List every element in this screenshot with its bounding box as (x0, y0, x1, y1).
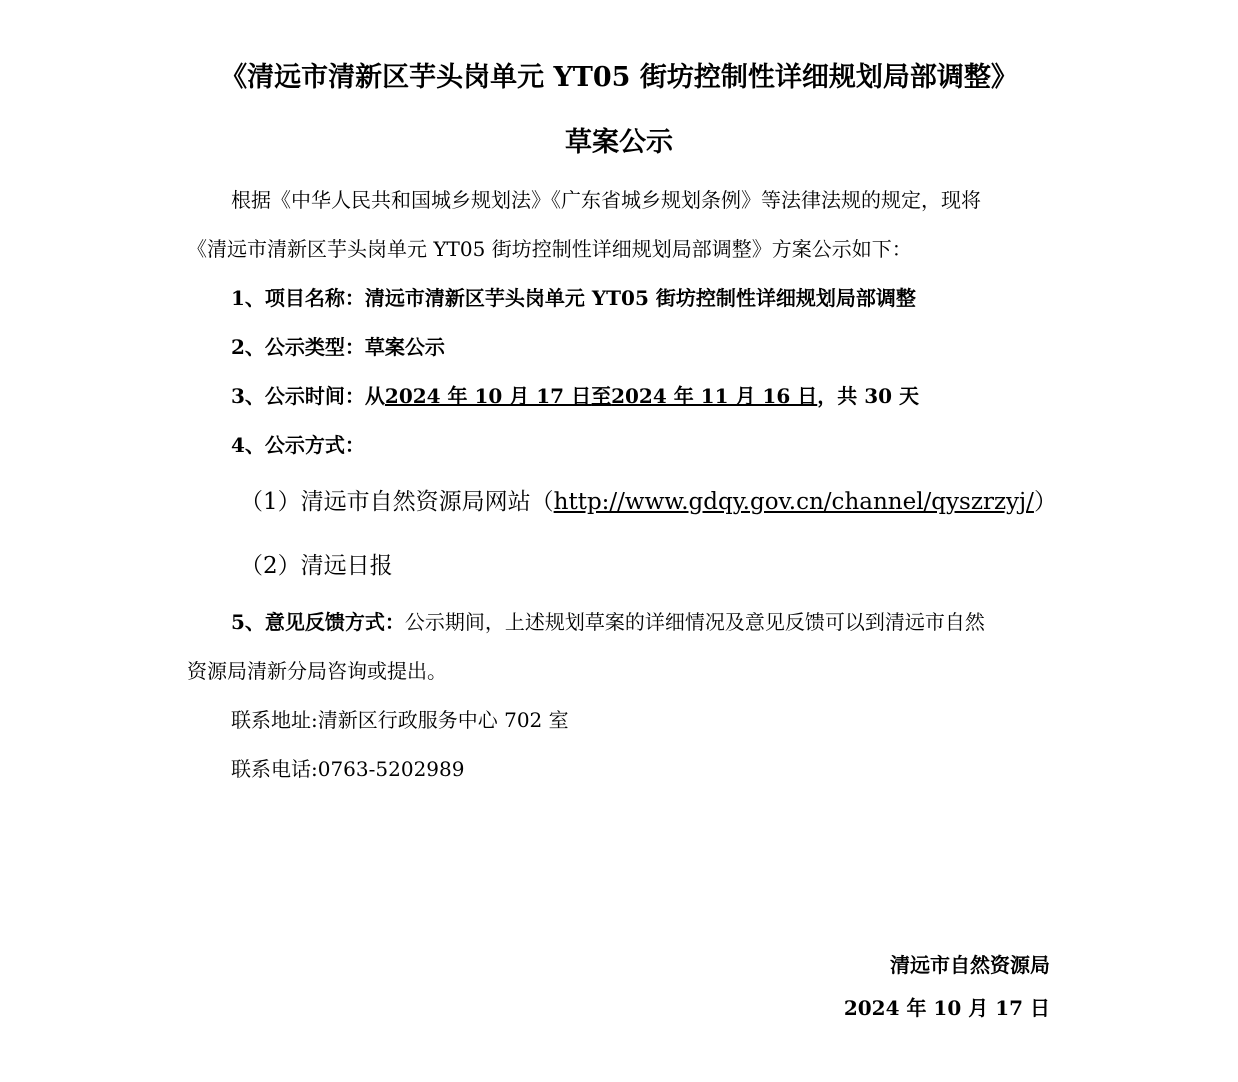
item-publicity-type (231, 333, 445, 361)
contact-address: 联系地址:清新区行政服务中心 702 室 (231, 708, 569, 732)
item-publicity-time-prefix: 从 (364, 384, 385, 408)
website-link[interactable]: http://www.gdqy.gov.cn/channel/qyszrzyj/ (553, 489, 1034, 515)
item-publicity-time-label: 3、公示时间： (231, 384, 365, 408)
item-publicity-time (231, 382, 919, 410)
item-feedback-text-1: 公示期间，上述规划草案的详细情况及意见反馈可以到清远市自然 (404, 610, 985, 634)
method-option-website-suffix: ） (1033, 489, 1057, 515)
method-option-website (240, 486, 1057, 518)
document-title: 《清远市清新区芋头岗单元 YT05 街坊控制性详细规划局部调整》 (220, 62, 1018, 93)
method-option-website-prefix: （1）清远市自然资源局网站（ (240, 489, 554, 515)
item-publicity-method-label: 4、公示方式： (231, 433, 365, 457)
date-connector: 至 (591, 384, 612, 408)
item-project-name (231, 284, 916, 312)
method-option-newspaper: （2）清远日报 (240, 553, 393, 579)
contact-phone: 联系电话:0763-5202989 (231, 757, 465, 781)
signature-date: 2024 年 10 月 17 日 (843, 996, 1050, 1020)
signature-organization: 清远市自然资源局 (890, 953, 1050, 977)
item-project-name-value: 清远市清新区芋头岗单元 YT05 街坊控制性详细规划局部调整 (364, 286, 916, 310)
intro-line-1: 根据《中华人民共和国城乡规划法》《广东省城乡规划条例》等法律法规的规定，现将 (231, 188, 981, 212)
item-project-name-label: 1、项目名称： (231, 286, 365, 310)
item-publicity-type-label: 2、公示类型： (231, 335, 365, 359)
item-publicity-type-value: 草案公示 (364, 335, 445, 359)
start-date: 2024 年 10 月 17 日 (384, 384, 592, 408)
item-feedback (231, 608, 985, 636)
intro-line-2: 《清远市清新区芋头岗单元 YT05 街坊控制性详细规划局部调整》方案公示如下： (187, 237, 912, 261)
item-feedback-text-2: 资源局清新分局咨询或提出。 (187, 659, 447, 683)
item-feedback-label: 5、意见反馈方式： (231, 610, 405, 634)
item-publicity-time-suffix: ，共 30 天 (817, 384, 919, 408)
document-subtitle: 草案公示 (565, 127, 673, 158)
end-date: 2024 年 11 月 16 日 (611, 384, 818, 408)
